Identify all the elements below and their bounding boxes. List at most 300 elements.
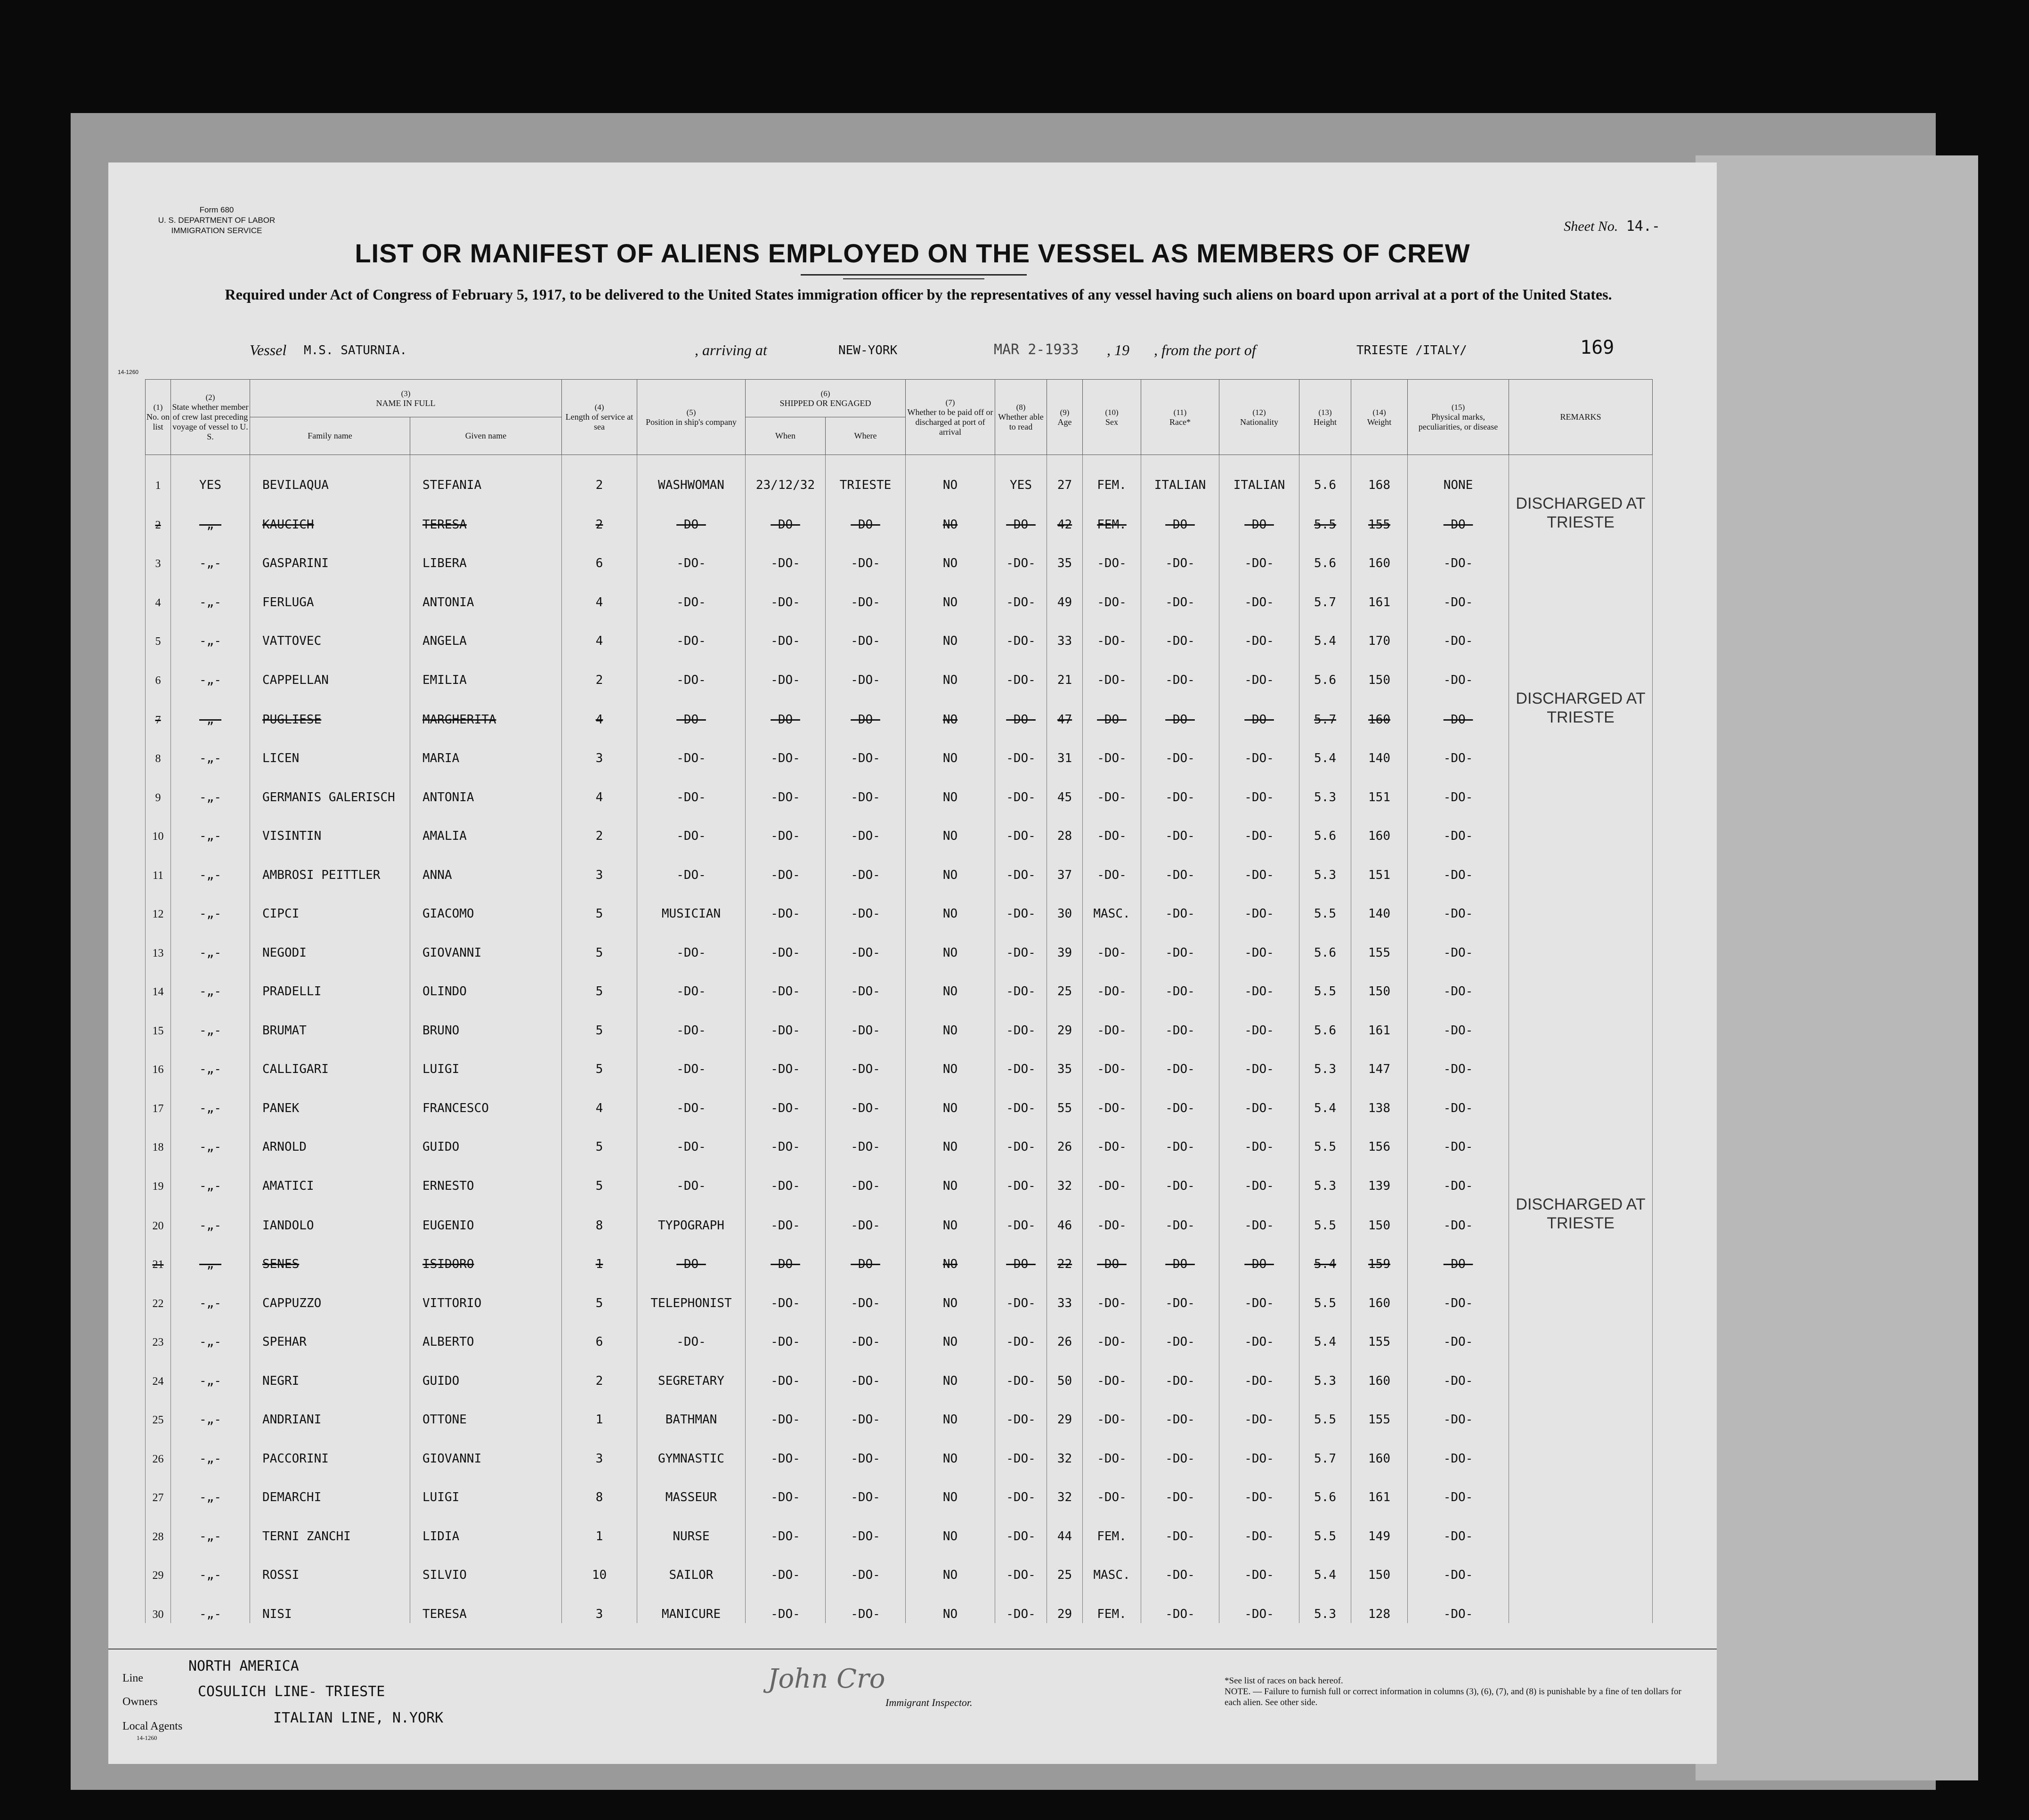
cell-when: -DO- bbox=[746, 884, 826, 923]
cell-position: -DO- bbox=[637, 1078, 746, 1117]
cell-remarks bbox=[1509, 1117, 1653, 1156]
cell-when: -DO- bbox=[746, 1390, 826, 1429]
cell-marks: -DO- bbox=[1408, 689, 1509, 729]
cell-given: BRUNO bbox=[410, 1000, 562, 1040]
cell-when: -DO- bbox=[746, 1312, 826, 1351]
cell-age: 33 bbox=[1047, 611, 1083, 650]
cell-remarks bbox=[1509, 1506, 1653, 1545]
col-paid-off-header: (7) Whether to be paid off or discharged at port of arrival bbox=[906, 380, 995, 455]
cell-service: 4 bbox=[562, 611, 637, 650]
col-service-header: (4) Length of service at sea bbox=[562, 380, 637, 455]
cell-age: 31 bbox=[1047, 729, 1083, 768]
table-row bbox=[146, 650, 1653, 689]
sheet-number-label: Sheet No. bbox=[1564, 219, 1618, 234]
cell-service: 1 bbox=[562, 1390, 637, 1429]
cell-marks: -DO- bbox=[1408, 806, 1509, 845]
stamped-number: 169 bbox=[1580, 337, 1615, 358]
cell-family: BEVILAQUA bbox=[250, 455, 410, 494]
table-row bbox=[146, 534, 1653, 573]
cell-nat: -DO- bbox=[1219, 1468, 1299, 1507]
footnote bbox=[1225, 1675, 1696, 1708]
cell-age: 26 bbox=[1047, 1117, 1083, 1156]
cell-remarks bbox=[1509, 1078, 1653, 1117]
cell-no: 25 bbox=[146, 1390, 171, 1429]
cell-no: 19 bbox=[146, 1156, 171, 1195]
cell-when: -DO- bbox=[746, 1584, 826, 1623]
cell-service: 3 bbox=[562, 845, 637, 884]
owners-label: Owners bbox=[122, 1696, 158, 1708]
table-row bbox=[146, 455, 1653, 494]
col-remarks-header: REMARKS bbox=[1509, 380, 1653, 455]
cell-when: -DO- bbox=[746, 806, 826, 845]
cell-no: 14 bbox=[146, 962, 171, 1001]
cell-position: MASSEUR bbox=[637, 1468, 746, 1507]
inspector-label: Immigrant Inspector. bbox=[885, 1697, 973, 1708]
cell-marks: -DO- bbox=[1408, 1584, 1509, 1623]
cell-prev: -„- bbox=[171, 962, 250, 1001]
cell-position: -DO- bbox=[637, 1312, 746, 1351]
cell-where: -DO- bbox=[826, 1506, 906, 1545]
cell-marks: -DO- bbox=[1408, 1195, 1509, 1235]
cell-paid: NO bbox=[906, 455, 995, 494]
cell-where: -DO- bbox=[826, 534, 906, 573]
cell-sex: -DO- bbox=[1083, 767, 1141, 806]
cell-when: -DO- bbox=[746, 1468, 826, 1507]
vessel-name: M.S. SATURNIA. bbox=[304, 343, 407, 358]
cell-paid: NO bbox=[906, 689, 995, 729]
cell-read: -DO- bbox=[995, 1506, 1047, 1545]
cell-height: 5.5 bbox=[1299, 494, 1351, 534]
cell-when: -DO- bbox=[746, 1506, 826, 1545]
cell-no: 28 bbox=[146, 1506, 171, 1545]
cell-family: AMBROSI PEITTLER bbox=[250, 845, 410, 884]
cell-height: 5.6 bbox=[1299, 1468, 1351, 1507]
cell-nat: -DO- bbox=[1219, 1040, 1299, 1079]
cell-prev: -„- bbox=[171, 1468, 250, 1507]
cell-marks: -DO- bbox=[1408, 1351, 1509, 1390]
cell-given: GIOVANNI bbox=[410, 923, 562, 962]
cell-remarks: DISCHARGED AT TRIESTE bbox=[1509, 1195, 1653, 1235]
cell-remarks bbox=[1509, 455, 1653, 494]
cell-prev: -„- bbox=[171, 1351, 250, 1390]
cell-position: -DO- bbox=[637, 611, 746, 650]
cell-nat: -DO- bbox=[1219, 1235, 1299, 1274]
cell-prev: -„- bbox=[171, 650, 250, 689]
cell-weight: 156 bbox=[1351, 1117, 1408, 1156]
table-row bbox=[146, 845, 1653, 884]
cell-when: -DO- bbox=[746, 1273, 826, 1312]
cell-marks: -DO- bbox=[1408, 923, 1509, 962]
cell-nat: -DO- bbox=[1219, 806, 1299, 845]
cell-remarks: DISCHARGED AT TRIESTE bbox=[1509, 494, 1653, 534]
cell-no: 12 bbox=[146, 884, 171, 923]
cell-where: -DO- bbox=[826, 1000, 906, 1040]
cell-paid: NO bbox=[906, 884, 995, 923]
cell-service: 2 bbox=[562, 455, 637, 494]
cell-sex: FEM. bbox=[1083, 455, 1141, 494]
cell-read: -DO- bbox=[995, 729, 1047, 768]
cell-no: 26 bbox=[146, 1429, 171, 1468]
cell-prev: -„- bbox=[171, 806, 250, 845]
cell-age: 39 bbox=[1047, 923, 1083, 962]
cell-family: KAUCICH bbox=[250, 494, 410, 534]
cell-read: -DO- bbox=[995, 1156, 1047, 1195]
cell-no: 2 bbox=[146, 494, 171, 534]
cell-race: -DO- bbox=[1141, 962, 1219, 1001]
cell-given: LIDIA bbox=[410, 1506, 562, 1545]
cell-paid: NO bbox=[906, 1078, 995, 1117]
cell-race: -DO- bbox=[1141, 1312, 1219, 1351]
cell-where: -DO- bbox=[826, 845, 906, 884]
cell-when: -DO- bbox=[746, 1040, 826, 1079]
cell-where: -DO- bbox=[826, 923, 906, 962]
cell-marks: -DO- bbox=[1408, 611, 1509, 650]
cell-sex: FEM. bbox=[1083, 494, 1141, 534]
cell-when: -DO- bbox=[746, 494, 826, 534]
cell-sex: -DO- bbox=[1083, 689, 1141, 729]
cell-service: 2 bbox=[562, 806, 637, 845]
cell-service: 4 bbox=[562, 1078, 637, 1117]
cell-given: OTTONE bbox=[410, 1390, 562, 1429]
form-identifier bbox=[127, 205, 306, 236]
cell-no: 16 bbox=[146, 1040, 171, 1079]
cell-weight: 161 bbox=[1351, 1468, 1408, 1507]
cell-where: -DO- bbox=[826, 1390, 906, 1429]
cell-family: LICEN bbox=[250, 729, 410, 768]
cell-marks: -DO- bbox=[1408, 1468, 1509, 1507]
arrival-port: NEW-YORK bbox=[838, 343, 898, 358]
table-row bbox=[146, 1235, 1653, 1274]
cell-marks: -DO- bbox=[1408, 1156, 1509, 1195]
cell-weight: 138 bbox=[1351, 1078, 1408, 1117]
cell-weight: 151 bbox=[1351, 767, 1408, 806]
cell-service: 5 bbox=[562, 923, 637, 962]
cell-family: BRUMAT bbox=[250, 1000, 410, 1040]
cell-marks: -DO- bbox=[1408, 1235, 1509, 1274]
col-family-name-header: Family name bbox=[250, 417, 410, 455]
cell-paid: NO bbox=[906, 1235, 995, 1274]
cell-given: AMALIA bbox=[410, 806, 562, 845]
cell-where: -DO- bbox=[826, 767, 906, 806]
cell-weight: 150 bbox=[1351, 1545, 1408, 1584]
cell-no: 22 bbox=[146, 1273, 171, 1312]
cell-prev: -„- bbox=[171, 1506, 250, 1545]
cell-where: -DO- bbox=[826, 611, 906, 650]
cell-race: -DO- bbox=[1141, 611, 1219, 650]
cell-prev: -„- bbox=[171, 1040, 250, 1079]
manifest-footer bbox=[108, 1649, 1717, 1758]
cell-height: 5.4 bbox=[1299, 1235, 1351, 1274]
cell-nat: -DO- bbox=[1219, 1078, 1299, 1117]
cell-service: 5 bbox=[562, 1000, 637, 1040]
cell-remarks bbox=[1509, 1545, 1653, 1584]
cell-read: -DO- bbox=[995, 1312, 1047, 1351]
cell-marks: -DO- bbox=[1408, 1312, 1509, 1351]
vessel-line bbox=[250, 341, 1615, 365]
vessel-label: Vessel bbox=[250, 341, 287, 358]
cell-marks: -DO- bbox=[1408, 729, 1509, 768]
cell-weight: 160 bbox=[1351, 689, 1408, 729]
cell-remarks bbox=[1509, 1312, 1653, 1351]
cell-prev: -„- bbox=[171, 1273, 250, 1312]
col-read-header: (8) Whether able to read bbox=[995, 380, 1047, 455]
cell-position: -DO- bbox=[637, 729, 746, 768]
cell-height: 5.4 bbox=[1299, 611, 1351, 650]
table-row bbox=[146, 1195, 1653, 1235]
cell-read: -DO- bbox=[995, 1273, 1047, 1312]
cell-given: ANTONIA bbox=[410, 572, 562, 611]
local-agents-value: ITALIAN LINE, N.YORK bbox=[273, 1710, 444, 1726]
cell-race: -DO- bbox=[1141, 1584, 1219, 1623]
year-label: , 19 bbox=[1107, 341, 1129, 358]
cell-marks: -DO- bbox=[1408, 572, 1509, 611]
cell-weight: 160 bbox=[1351, 534, 1408, 573]
race-note: *See list of races on back hereof. bbox=[1225, 1676, 1343, 1686]
manifest-page bbox=[108, 162, 1717, 1764]
cell-given: VITTORIO bbox=[410, 1273, 562, 1312]
cell-read: -DO- bbox=[995, 1390, 1047, 1429]
cell-prev: -„- bbox=[171, 494, 250, 534]
cell-race: -DO- bbox=[1141, 767, 1219, 806]
cell-where: TRIESTE bbox=[826, 455, 906, 494]
table-row bbox=[146, 1156, 1653, 1195]
departure-port: TRIESTE /ITALY/ bbox=[1356, 343, 1467, 358]
cell-marks: -DO- bbox=[1408, 845, 1509, 884]
cell-remarks bbox=[1509, 1351, 1653, 1390]
cell-height: 5.5 bbox=[1299, 1506, 1351, 1545]
cell-marks: -DO- bbox=[1408, 534, 1509, 573]
cell-position: -DO- bbox=[637, 1000, 746, 1040]
cell-paid: NO bbox=[906, 534, 995, 573]
cell-remarks bbox=[1509, 1468, 1653, 1507]
cell-remarks bbox=[1509, 1156, 1653, 1195]
cell-marks: -DO- bbox=[1408, 1040, 1509, 1079]
table-row bbox=[146, 1312, 1653, 1351]
cell-age: 29 bbox=[1047, 1000, 1083, 1040]
cell-given: EMILIA bbox=[410, 650, 562, 689]
cell-sex: -DO- bbox=[1083, 650, 1141, 689]
cell-age: 25 bbox=[1047, 962, 1083, 1001]
cell-no: 6 bbox=[146, 650, 171, 689]
col-prev-voyage-header: (2) State whether member of crew last preceding voyage of vessel to U. S. bbox=[171, 380, 250, 455]
cell-family: PANEK bbox=[250, 1078, 410, 1117]
cell-weight: 150 bbox=[1351, 962, 1408, 1001]
cell-position: -DO- bbox=[637, 806, 746, 845]
cell-family: IANDOLO bbox=[250, 1195, 410, 1235]
cell-where: -DO- bbox=[826, 884, 906, 923]
cell-remarks bbox=[1509, 572, 1653, 611]
cell-family: CAPPELLAN bbox=[250, 650, 410, 689]
cell-sex: -DO- bbox=[1083, 923, 1141, 962]
line-label: Line bbox=[122, 1672, 143, 1684]
cell-height: 5.3 bbox=[1299, 1584, 1351, 1623]
cell-given: GUIDO bbox=[410, 1351, 562, 1390]
cell-position: -DO- bbox=[637, 1235, 746, 1274]
table-row bbox=[146, 1468, 1653, 1507]
cell-prev: -„- bbox=[171, 1429, 250, 1468]
cell-where: -DO- bbox=[826, 1429, 906, 1468]
cell-no: 27 bbox=[146, 1468, 171, 1507]
cell-where: -DO- bbox=[826, 1040, 906, 1079]
cell-prev: -„- bbox=[171, 1195, 250, 1235]
cell-sex: -DO- bbox=[1083, 1078, 1141, 1117]
cell-paid: NO bbox=[906, 767, 995, 806]
cell-height: 5.6 bbox=[1299, 534, 1351, 573]
cell-service: 2 bbox=[562, 1351, 637, 1390]
cell-age: 30 bbox=[1047, 884, 1083, 923]
cell-age: 37 bbox=[1047, 845, 1083, 884]
cell-weight: 150 bbox=[1351, 650, 1408, 689]
cell-weight: 155 bbox=[1351, 494, 1408, 534]
cell-nat: -DO- bbox=[1219, 494, 1299, 534]
cell-paid: NO bbox=[906, 729, 995, 768]
cell-read: -DO- bbox=[995, 494, 1047, 534]
title-rule-short bbox=[843, 278, 984, 279]
cell-sex: -DO- bbox=[1083, 572, 1141, 611]
cell-remarks bbox=[1509, 806, 1653, 845]
cell-given: FRANCESCO bbox=[410, 1078, 562, 1117]
cell-height: 5.6 bbox=[1299, 650, 1351, 689]
cell-remarks bbox=[1509, 923, 1653, 962]
cell-remarks bbox=[1509, 534, 1653, 573]
from-port-label: , from the port of bbox=[1154, 341, 1256, 358]
cell-when: -DO- bbox=[746, 729, 826, 768]
cell-nat: -DO- bbox=[1219, 1506, 1299, 1545]
cell-age: 44 bbox=[1047, 1506, 1083, 1545]
cell-when: -DO- bbox=[746, 534, 826, 573]
cell-nat: ITALIAN bbox=[1219, 455, 1299, 494]
cell-given: ISIDORO bbox=[410, 1235, 562, 1274]
cell-marks: -DO- bbox=[1408, 767, 1509, 806]
cell-where: -DO- bbox=[826, 1117, 906, 1156]
cell-race: -DO- bbox=[1141, 494, 1219, 534]
table-row bbox=[146, 689, 1653, 729]
cell-nat: -DO- bbox=[1219, 534, 1299, 573]
cell-nat: -DO- bbox=[1219, 923, 1299, 962]
cell-no: 11 bbox=[146, 845, 171, 884]
cell-remarks bbox=[1509, 767, 1653, 806]
cell-family: AMATICI bbox=[250, 1156, 410, 1195]
col-age-header: (9) Age bbox=[1047, 380, 1083, 455]
cell-prev: -„- bbox=[171, 689, 250, 729]
cell-service: 6 bbox=[562, 534, 637, 573]
cell-sex: -DO- bbox=[1083, 611, 1141, 650]
cell-where: -DO- bbox=[826, 806, 906, 845]
cell-service: 3 bbox=[562, 1584, 637, 1623]
cell-where: -DO- bbox=[826, 962, 906, 1001]
cell-marks: -DO- bbox=[1408, 650, 1509, 689]
cell-family: CALLIGARI bbox=[250, 1040, 410, 1079]
table-row bbox=[146, 1351, 1653, 1390]
cell-age: 33 bbox=[1047, 1273, 1083, 1312]
cell-position: MANICURE bbox=[637, 1584, 746, 1623]
cell-height: 5.4 bbox=[1299, 1545, 1351, 1584]
col-when-header: When bbox=[746, 417, 826, 455]
cell-marks: -DO- bbox=[1408, 1117, 1509, 1156]
cell-sex: -DO- bbox=[1083, 1312, 1141, 1351]
cell-when: -DO- bbox=[746, 845, 826, 884]
cell-marks: -DO- bbox=[1408, 494, 1509, 534]
cell-where: -DO- bbox=[826, 1468, 906, 1507]
cell-paid: NO bbox=[906, 845, 995, 884]
cell-age: 32 bbox=[1047, 1156, 1083, 1195]
cell-family: FERLUGA bbox=[250, 572, 410, 611]
cell-height: 5.5 bbox=[1299, 1195, 1351, 1235]
cell-age: 26 bbox=[1047, 1312, 1083, 1351]
cell-service: 5 bbox=[562, 1156, 637, 1195]
cell-sex: FEM. bbox=[1083, 1584, 1141, 1623]
cell-race: -DO- bbox=[1141, 1156, 1219, 1195]
cell-family: SPEHAR bbox=[250, 1312, 410, 1351]
cell-when: -DO- bbox=[746, 1117, 826, 1156]
cell-read: -DO- bbox=[995, 611, 1047, 650]
cell-sex: -DO- bbox=[1083, 845, 1141, 884]
cell-given: MARGHERITA bbox=[410, 689, 562, 729]
cell-read: -DO- bbox=[995, 689, 1047, 729]
cell-race: -DO- bbox=[1141, 1429, 1219, 1468]
cell-weight: 170 bbox=[1351, 611, 1408, 650]
cell-where: -DO- bbox=[826, 1235, 906, 1274]
cell-family: ARNOLD bbox=[250, 1117, 410, 1156]
table-row bbox=[146, 923, 1653, 962]
document-subtitle: Required under Act of Congress of February 5, 1917, to be delivered to the United States immigration officer by the representatives of any vessel having such aliens on board upon arrival at a port of the United States. bbox=[225, 286, 1612, 303]
cell-paid: NO bbox=[906, 650, 995, 689]
cell-read: -DO- bbox=[995, 845, 1047, 884]
cell-age: 35 bbox=[1047, 1040, 1083, 1079]
cell-remarks bbox=[1509, 962, 1653, 1001]
cell-prev: -„- bbox=[171, 923, 250, 962]
cell-position: BATHMAN bbox=[637, 1390, 746, 1429]
cell-weight: 161 bbox=[1351, 1000, 1408, 1040]
cell-when: -DO- bbox=[746, 923, 826, 962]
cell-height: 5.6 bbox=[1299, 455, 1351, 494]
cell-when: -DO- bbox=[746, 1000, 826, 1040]
cell-no: 10 bbox=[146, 806, 171, 845]
cell-remarks bbox=[1509, 884, 1653, 923]
cell-age: 50 bbox=[1047, 1351, 1083, 1390]
cell-sex: -DO- bbox=[1083, 962, 1141, 1001]
cell-position: -DO- bbox=[637, 650, 746, 689]
table-row bbox=[146, 1273, 1653, 1312]
col-given-name-header: Given name bbox=[410, 417, 562, 455]
table-row bbox=[146, 1545, 1653, 1584]
cell-prev: -„- bbox=[171, 1117, 250, 1156]
cell-when: -DO- bbox=[746, 767, 826, 806]
cell-weight: 128 bbox=[1351, 1584, 1408, 1623]
cell-nat: -DO- bbox=[1219, 1000, 1299, 1040]
col-where-header: Where bbox=[826, 417, 906, 455]
line-value: NORTH AMERICA bbox=[188, 1658, 299, 1674]
table-row bbox=[146, 884, 1653, 923]
table-row bbox=[146, 1117, 1653, 1156]
cell-paid: NO bbox=[906, 962, 995, 1001]
cell-paid: NO bbox=[906, 494, 995, 534]
cell-given: SILVIO bbox=[410, 1545, 562, 1584]
cell-position: WASHWOMAN bbox=[637, 455, 746, 494]
cell-height: 5.5 bbox=[1299, 1273, 1351, 1312]
cell-read: YES bbox=[995, 455, 1047, 494]
cell-read: -DO- bbox=[995, 1584, 1047, 1623]
cell-service: 5 bbox=[562, 1273, 637, 1312]
cell-weight: 140 bbox=[1351, 884, 1408, 923]
cell-where: -DO- bbox=[826, 572, 906, 611]
cell-weight: 150 bbox=[1351, 1195, 1408, 1235]
cell-nat: -DO- bbox=[1219, 1117, 1299, 1156]
cell-when: -DO- bbox=[746, 1545, 826, 1584]
cell-nat: -DO- bbox=[1219, 1584, 1299, 1623]
cell-position: -DO- bbox=[637, 767, 746, 806]
cell-race: -DO- bbox=[1141, 1545, 1219, 1584]
